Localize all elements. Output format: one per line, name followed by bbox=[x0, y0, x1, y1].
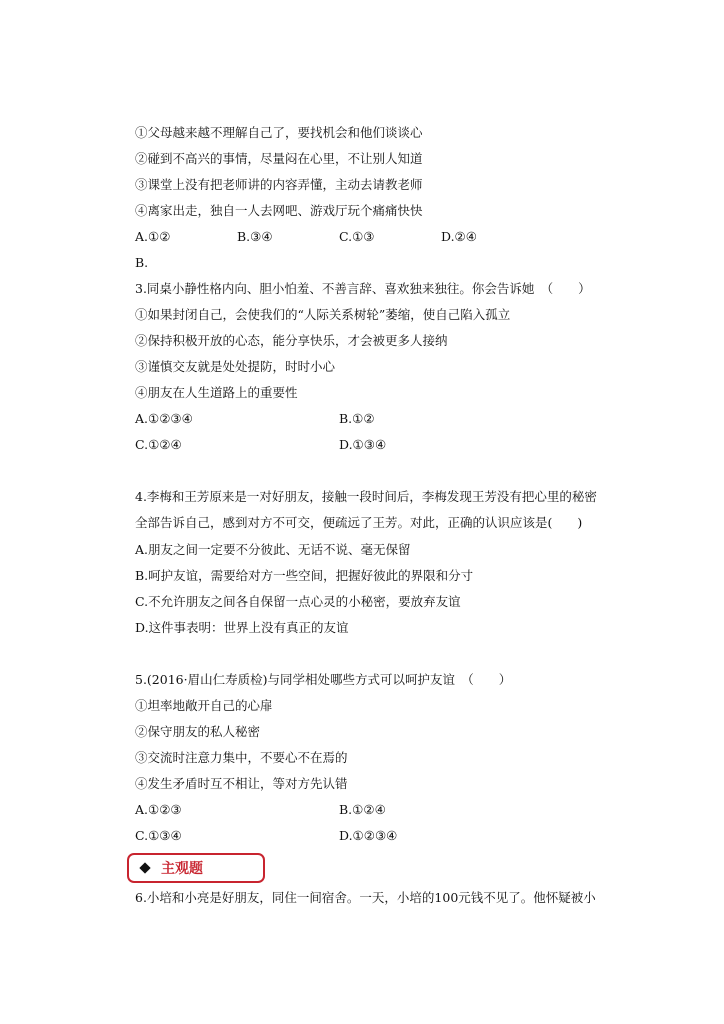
q4-option-a: A.朋友之间一定要不分彼此、无话不说、毫无保留 bbox=[135, 542, 411, 557]
q6-stem: 6.小培和小亮是好朋友，同住一间宿舍。一天，小培的100元钱不见了。他怀疑被小 bbox=[135, 890, 596, 905]
q5-item-2: ②保守朋友的私人秘密 bbox=[135, 724, 261, 739]
q5-option-d: D.①②③④ bbox=[339, 828, 398, 843]
q5-item-1: ①坦率地敞开自己的心扉 bbox=[135, 698, 273, 713]
q2-item-3: ③课堂上没有把老师讲的内容弄懂，主动去请教老师 bbox=[135, 177, 423, 192]
q3-item-1: ①如果封闭自己，会使我们的“人际关系树轮”萎缩，使自己陷入孤立 bbox=[135, 307, 511, 322]
q2-option-d: D.②④ bbox=[441, 229, 477, 244]
q3-option-d: D.①③④ bbox=[339, 437, 387, 452]
q5-option-a: A.①②③ bbox=[135, 802, 182, 817]
q3-option-c: C.①②④ bbox=[135, 437, 182, 452]
q5-option-b: B.①②④ bbox=[339, 802, 386, 817]
q2-option-a: A.①② bbox=[135, 229, 171, 244]
q4-option-b: B.呵护友谊，需要给对方一些空间，把握好彼此的界限和分寸 bbox=[135, 568, 474, 583]
q3-option-a: A.①②③④ bbox=[135, 411, 193, 426]
section-header-badge bbox=[127, 853, 265, 883]
q5-stem: 5.(2016·眉山仁寿质检)与同学相处哪些方式可以呵护友谊 （ ） bbox=[135, 672, 512, 687]
q2-item-2: ②碰到不高兴的事情，尽量闷在心里，不让别人知道 bbox=[135, 151, 423, 166]
q2-option-c: C.①③ bbox=[339, 229, 375, 244]
q5-item-3: ③交流时注意力集中，不要心不在焉的 bbox=[135, 750, 348, 765]
q2-answer: B. bbox=[135, 255, 149, 270]
diamond-bullet-icon bbox=[139, 862, 150, 873]
q3-option-b: B.①② bbox=[339, 411, 375, 426]
q2-item-1: ①父母越来越不理解自己了，要找机会和他们谈谈心 bbox=[135, 125, 423, 140]
section-title: 主观题 bbox=[161, 861, 203, 877]
q3-stem: 3.同桌小静性格内向、胆小怕羞、不善言辞、喜欢独来独往。你会告诉她 （ ） bbox=[135, 281, 591, 296]
q5-item-4: ④发生矛盾时互不相让，等对方先认错 bbox=[135, 776, 348, 791]
q4-stem-line-2: 全部告诉自己，感到对方不可交，便疏远了王芳。对此，正确的认识应该是( ) bbox=[135, 515, 583, 530]
q3-item-2: ②保持积极开放的心态，能分享快乐，才会被更多人接纳 bbox=[135, 333, 448, 348]
q5-option-c: C.①③④ bbox=[135, 828, 182, 843]
q2-item-4: ④离家出走，独自一人去网吧、游戏厅玩个痛痛快快 bbox=[135, 203, 423, 218]
q2-option-b: B.③④ bbox=[237, 229, 273, 244]
q3-item-3: ③谨慎交友就是处处提防，时时小心 bbox=[135, 359, 336, 374]
q4-option-d: D.这件事表明：世界上没有真正的友谊 bbox=[135, 620, 349, 635]
q3-item-4: ④朋友在人生道路上的重要性 bbox=[135, 385, 298, 400]
q4-stem-line-1: 4.李梅和王芳原来是一对好朋友，接触一段时间后，李梅发现王芳没有把心里的秘密 bbox=[135, 489, 597, 504]
q4-option-c: C.不允许朋友之间各自保留一点心灵的小秘密，要放弃友谊 bbox=[135, 594, 461, 609]
